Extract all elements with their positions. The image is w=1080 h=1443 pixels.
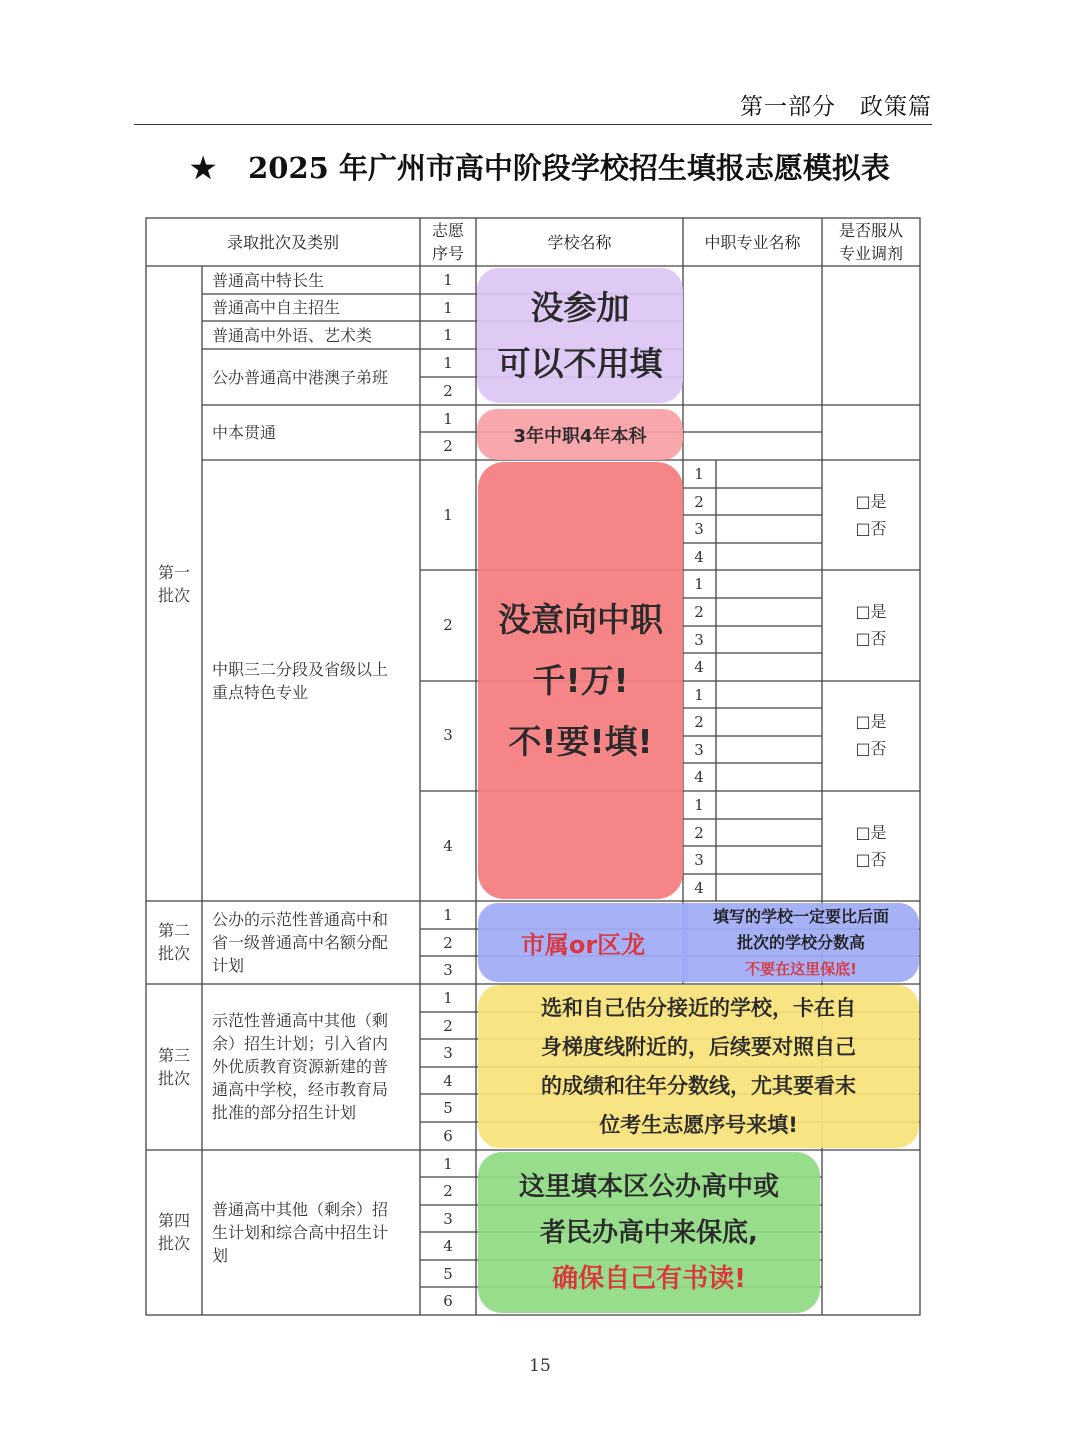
batch2-label-line2: 批次 — [157, 944, 190, 963]
note-pink-highlight — [477, 409, 683, 460]
header-order-line2: 序号 — [431, 244, 464, 263]
order-number: 1 — [443, 989, 453, 1007]
order-number: 5 — [443, 1265, 453, 1283]
order-number: 6 — [443, 1127, 453, 1145]
obey-checkbox-group[interactable] — [822, 598, 920, 652]
category-label-vocational — [212, 658, 388, 704]
header-obey — [822, 219, 920, 265]
major-number: 3 — [694, 631, 704, 649]
batch4-label — [146, 1209, 202, 1255]
note-line: 者民办高中来保底, — [540, 1217, 758, 1248]
batch1-label-line2: 批次 — [157, 586, 190, 605]
category-line: 公办的示范性普通高中和 — [212, 910, 389, 929]
batch4-label-line2: 批次 — [157, 1234, 190, 1253]
order-number: 2 — [443, 437, 453, 455]
major-number: 3 — [694, 741, 704, 759]
category-label: 普通高中特长生 — [212, 271, 325, 290]
batch2-label — [146, 919, 202, 965]
order-number: 5 — [443, 1099, 453, 1117]
note-line: 没意向中职 — [498, 600, 663, 639]
header-order — [420, 219, 476, 265]
category-line: 通高中学校，经市教育局 — [212, 1080, 389, 1099]
note-line: 这里填本区公办高中或 — [518, 1171, 779, 1202]
note-line: 确保自己有书读! — [552, 1263, 746, 1294]
category-label: 中本贯通 — [212, 423, 277, 442]
major-number: 3 — [694, 851, 704, 869]
order-number: 1 — [443, 299, 453, 317]
major-number: 2 — [694, 493, 704, 511]
category-line: 外优质教育资源新建的普 — [212, 1057, 389, 1076]
note-line: 可以不用填 — [497, 343, 663, 383]
category-line: 中职三二分段及省级以上 — [212, 660, 389, 679]
major-number: 4 — [694, 768, 704, 786]
title-text: 2025 年广州市高中阶段学校招生填报志愿模拟表 — [248, 151, 890, 185]
note-line: 批次的学校分数高 — [736, 932, 865, 952]
note-line: 不要在这里保底! — [745, 959, 857, 978]
no-checkbox[interactable]: □否 — [855, 519, 887, 538]
order-number: 4 — [443, 1237, 453, 1255]
category-line: 省一级普通高中名额分配 — [212, 933, 389, 952]
note-red-highlight — [478, 462, 683, 899]
yes-checkbox[interactable]: □是 — [855, 823, 887, 842]
category-label: 普通高中外语、艺术类 — [212, 326, 373, 345]
no-checkbox[interactable]: □否 — [855, 739, 887, 758]
yes-checkbox[interactable]: □是 — [855, 492, 887, 511]
category-line: 普通高中其他（剩余）招 — [212, 1200, 389, 1219]
obey-checkbox-group[interactable] — [822, 708, 920, 762]
document-title — [0, 146, 1080, 187]
header-school: 学校名称 — [547, 233, 612, 252]
batch2-label-line1: 第二 — [157, 921, 190, 940]
order-number: 2 — [443, 382, 453, 400]
obey-checkbox-group[interactable] — [822, 819, 920, 873]
page-number: 15 — [529, 1356, 551, 1376]
batch4-label-line1: 第四 — [157, 1211, 190, 1230]
note-line: 没参加 — [530, 287, 630, 327]
order-number: 1 — [443, 354, 453, 372]
header-order-line1: 志愿 — [431, 221, 464, 240]
category-line: 生计划和综合高中招生计 — [212, 1223, 389, 1242]
note-line: 市属or区龙 — [520, 931, 646, 959]
note-line: 填写的学校一定要比后面 — [712, 906, 889, 926]
major-number: 2 — [694, 603, 704, 621]
order-number: 6 — [443, 1292, 453, 1310]
note-line: 选和自己估分接近的学校，卡在自 — [541, 995, 856, 1020]
category-line: 计划 — [212, 956, 245, 975]
star-icon: ★ — [190, 151, 217, 185]
note-yellow-highlight — [478, 985, 919, 1148]
header-obey-line2: 专业调剂 — [838, 244, 903, 263]
category-label-batch3 — [212, 1009, 388, 1124]
batch1-label — [146, 561, 202, 607]
major-number: 4 — [694, 658, 704, 676]
order-number: 1 — [443, 271, 453, 289]
major-number: 2 — [694, 713, 704, 731]
category-line: 示范性普通高中其他（剩 — [212, 1011, 389, 1030]
note-purple-highlight — [477, 268, 683, 403]
obey-checkbox-group[interactable] — [822, 488, 920, 542]
note-line: 千!万! — [532, 661, 629, 700]
order-number: 1 — [443, 1155, 453, 1173]
category-line: 余）招生计划；引入省内 — [212, 1034, 389, 1053]
category-label-batch4 — [212, 1198, 388, 1267]
order-number: 2 — [443, 616, 453, 634]
order-number: 3 — [443, 1044, 453, 1062]
note-line: 位考生志愿序号来填! — [599, 1112, 798, 1137]
no-checkbox[interactable]: □否 — [855, 850, 887, 869]
order-number: 2 — [443, 1182, 453, 1200]
note-line: 3年中职4年本科 — [513, 425, 647, 447]
order-number: 3 — [443, 1210, 453, 1228]
major-number: 1 — [694, 686, 704, 704]
order-number: 3 — [443, 961, 453, 979]
note-line: 身梯度线附近的，后续要对照自己 — [541, 1034, 856, 1059]
order-number: 1 — [443, 326, 453, 344]
category-label: 公办普通高中港澳子弟班 — [212, 368, 389, 387]
section-header: 第一部分 政策篇 — [740, 94, 932, 120]
no-checkbox[interactable]: □否 — [855, 629, 887, 648]
order-number: 4 — [443, 837, 453, 855]
category-label-batch2 — [212, 908, 388, 977]
note-blue-highlight-right — [683, 903, 919, 982]
major-number: 1 — [694, 465, 704, 483]
batch1-label-line1: 第一 — [157, 563, 190, 582]
yes-checkbox[interactable]: □是 — [855, 602, 887, 621]
note-line: 的成绩和往年分数线，尤其要看末 — [541, 1073, 856, 1098]
note-blue-highlight-left — [478, 903, 688, 982]
yes-checkbox[interactable]: □是 — [855, 712, 887, 731]
major-number: 1 — [694, 575, 704, 593]
order-number: 2 — [443, 934, 453, 952]
order-number: 3 — [443, 726, 453, 744]
major-number: 3 — [694, 520, 704, 538]
major-number: 2 — [694, 824, 704, 842]
order-number: 2 — [443, 1017, 453, 1035]
batch3-label-line2: 批次 — [157, 1069, 190, 1088]
category-line: 重点特色专业 — [212, 683, 309, 702]
header-batch: 录取批次及类别 — [226, 233, 339, 252]
major-number: 4 — [694, 879, 704, 897]
category-line: 批准的部分招生计划 — [212, 1103, 357, 1122]
order-number: 1 — [443, 410, 453, 428]
header-major: 中职专业名称 — [704, 233, 801, 252]
header-divider — [134, 124, 932, 125]
order-number: 4 — [443, 1072, 453, 1090]
order-number: 1 — [443, 506, 453, 524]
batch3-label — [146, 1044, 202, 1090]
major-number: 1 — [694, 796, 704, 814]
header-obey-line1: 是否服从 — [838, 221, 903, 240]
order-number: 1 — [443, 906, 453, 924]
note-line: 不!要!填! — [508, 722, 653, 761]
batch3-label-line1: 第三 — [157, 1046, 190, 1065]
note-green-highlight — [478, 1152, 820, 1313]
major-number: 4 — [694, 548, 704, 566]
category-label: 普通高中自主招生 — [212, 298, 341, 317]
category-line: 划 — [212, 1246, 229, 1265]
